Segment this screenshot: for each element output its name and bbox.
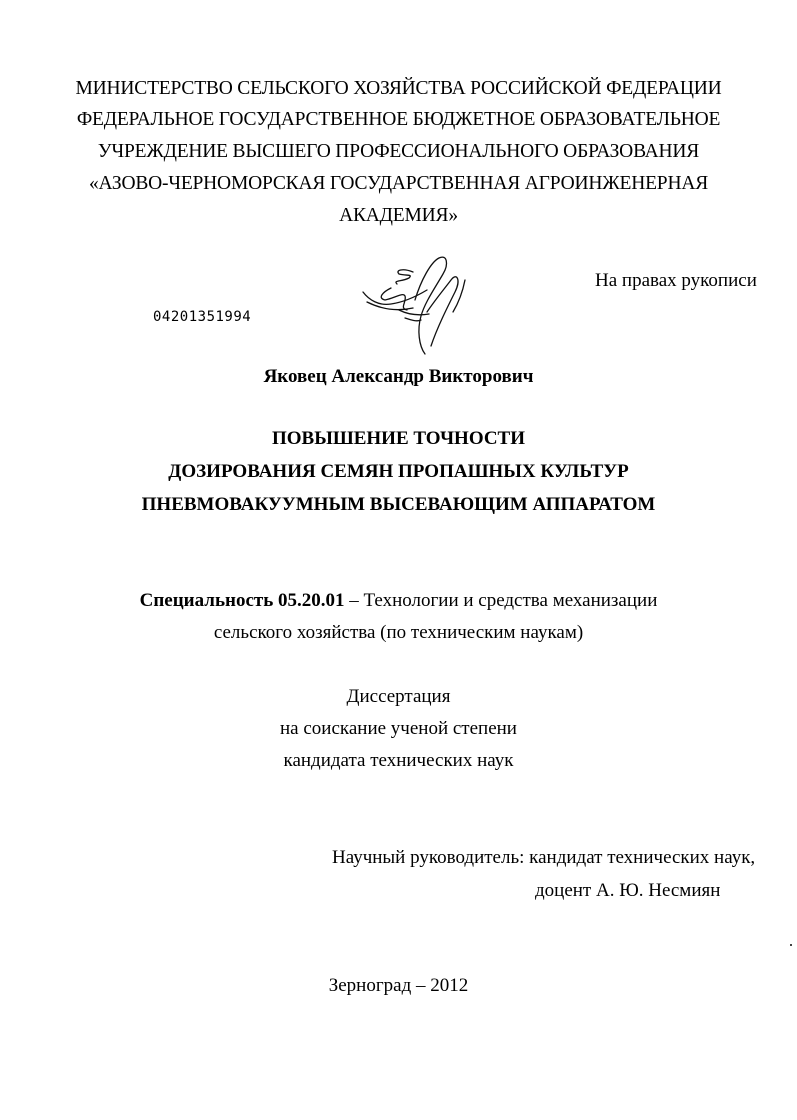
specialty-text: – Технологии и средства механизации (344, 590, 658, 611)
specialty-label: Специальность 05.20.01 (139, 590, 345, 611)
rights-note: На правах рукописи (595, 270, 757, 291)
degree-line-1: Диссертация (346, 686, 451, 707)
place-year: Зерноград – 2012 (328, 975, 469, 996)
signature-image (355, 250, 490, 360)
org-header-line-1: МИНИСТЕРСТВО СЕЛЬСКОГО ХОЗЯЙСТВА РОССИЙСКОЙ ФЕДЕРАЦИИ (75, 78, 722, 99)
degree-line-3: кандидата технических наук (283, 750, 514, 771)
title-line-3: ПНЕВМОВАКУУМНЫМ ВЫСЕВАЮЩИМ АППАРАТОМ (141, 494, 656, 515)
scan-speck (790, 944, 792, 946)
title-line-1: ПОВЫШЕНИЕ ТОЧНОСТИ (271, 428, 526, 449)
title-line-2: ДОЗИРОВАНИЯ СЕМЯН ПРОПАШНЫХ КУЛЬТУР (168, 461, 629, 482)
degree-line-2: на соискание ученой степени (280, 718, 517, 739)
author-name: Яковец Александр Викторович (263, 366, 534, 387)
supervisor-line-2: доцент А. Ю. Несмиян (535, 880, 721, 901)
supervisor-line-1: Научный руководитель: кандидат технических наук, (332, 847, 756, 868)
specialty-line-2: сельского хозяйства (по техническим наукам) (213, 622, 584, 643)
org-header-line-3: УЧРЕЖДЕНИЕ ВЫСШЕГО ПРОФЕССИОНАЛЬНОГО ОБРАЗОВАНИЯ (97, 141, 700, 162)
org-header-line-2: ФЕДЕРАЛЬНОЕ ГОСУДАРСТВЕННОЕ БЮДЖЕТНОЕ ОБРАЗОВАТЕЛЬНОЕ (76, 109, 721, 130)
registration-number: 04201351994 (153, 309, 252, 325)
org-header-line-4: «АЗОВО-ЧЕРНОМОРСКАЯ ГОСУДАРСТВЕННАЯ АГРОИНЖЕНЕРНАЯ (88, 173, 709, 194)
org-header-line-5: АКАДЕМИЯ» (339, 205, 458, 226)
specialty-line-1 (0, 590, 797, 612)
